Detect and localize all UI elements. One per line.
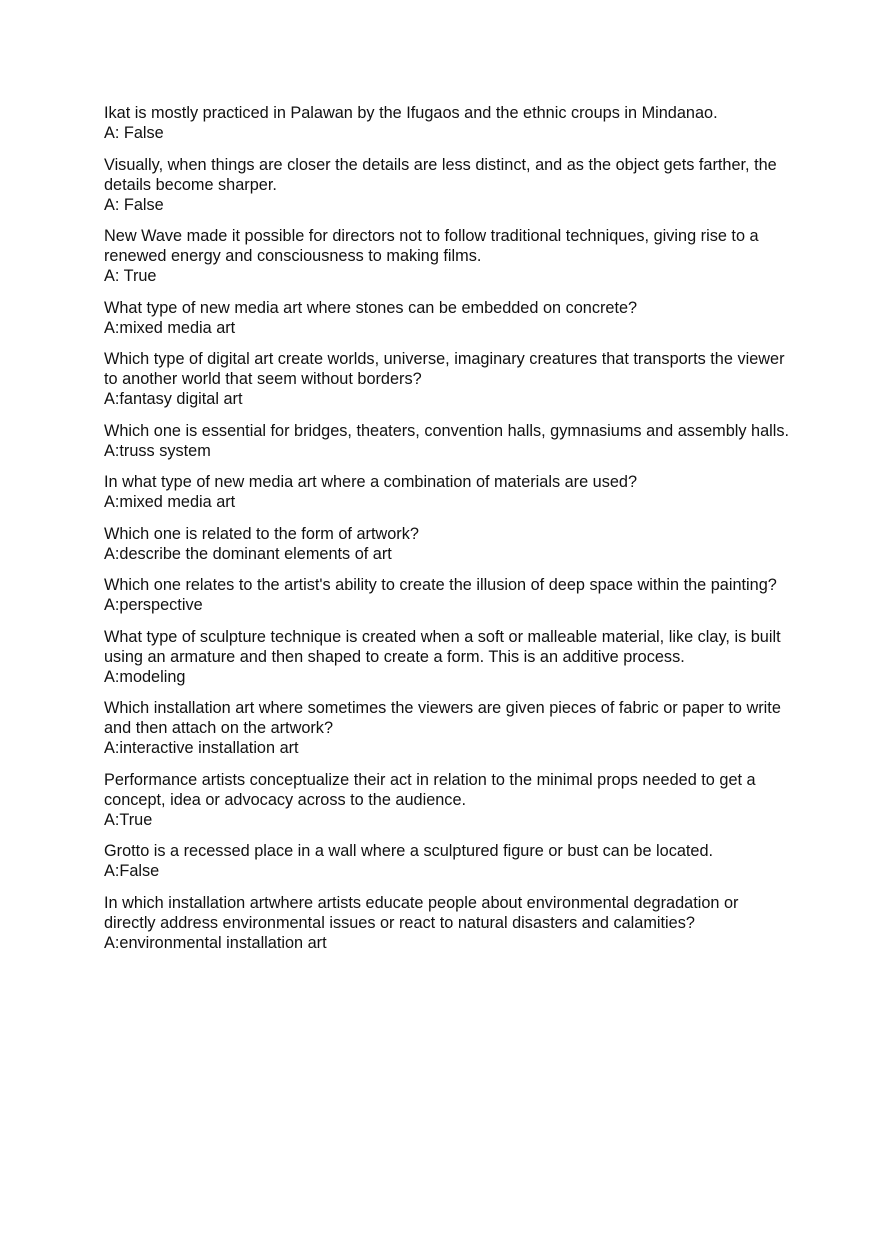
qa-item [104,472,794,512]
qa-item [104,226,794,286]
qa-item [104,524,794,564]
answer-text: A: False [104,195,164,214]
answer-text: A:describe the dominant elements of art [104,544,392,563]
question-text: What type of sculpture technique is created when a soft or malleable material, like clay, is built using an armature and then shaped to create a form. This is an additive process. [104,627,781,666]
answer-text: A:mixed media art [104,493,236,511]
answer-text: A:perspective [104,596,203,614]
answer-text: A: True [104,267,157,285]
answer-text: A:modeling [104,667,186,686]
qa-item [104,575,794,615]
qa-item [104,421,794,461]
question-text: Visually, when things are closer the details are less distinct, and as the object gets farther, the details become sharper. [104,155,777,194]
qa-item [104,770,794,830]
question-text: In which installation artwhere artists educate people about environmental degradation or directly address environmental issues or react to natural disasters and calamities? [104,893,739,932]
answer-text: A:interactive installation art [104,739,299,757]
question-text: Which one is essential for bridges, theaters, convention halls, gymnasiums and assembly halls. [104,421,790,440]
qa-list [104,103,794,964]
question-text: Which type of digital art create worlds, universe, imaginary creatures that transports the viewer to another world that seem without borders? [104,350,785,388]
answer-text: A:truss system [104,441,211,460]
answer-text: A:True [104,810,153,829]
question-text: New Wave made it possible for directors not to follow traditional techniques, giving rise to a renewed energy and consciousness to making films. [104,227,759,265]
qa-item [104,893,794,953]
qa-item [104,698,794,758]
answer-text: A: False [104,124,164,142]
qa-item [104,349,794,409]
question-text: Which one relates to the artist's ability to create the illusion of deep space within the painting? [104,576,777,594]
answer-text: A:mixed media art [104,318,236,337]
answer-text: A:fantasy digital art [104,390,243,408]
question-text: Ikat is mostly practiced in Palawan by the Ifugaos and the ethnic croups in Mindanao. [104,104,718,122]
qa-item [104,155,794,215]
question-text: Which one is related to the form of artwork? [104,524,419,543]
question-text: Grotto is a recessed place in a wall where a sculptured figure or bust can be located. [104,842,714,860]
answer-text: A:environmental installation art [104,933,327,952]
question-text: Which installation art where sometimes the viewers are given pieces of fabric or paper to write and then attach on the artwork? [104,699,781,737]
question-text: What type of new media art where stones can be embedded on concrete? [104,298,638,317]
qa-item [104,103,794,143]
qa-item [104,298,794,338]
question-text: Performance artists conceptualize their act in relation to the minimal props needed to get a concept, idea or advocacy across to the audience. [104,770,756,809]
answer-text: A:False [104,862,160,880]
qa-item [104,627,794,687]
question-text: In what type of new media art where a combination of materials are used? [104,473,638,491]
qa-item [104,841,794,881]
